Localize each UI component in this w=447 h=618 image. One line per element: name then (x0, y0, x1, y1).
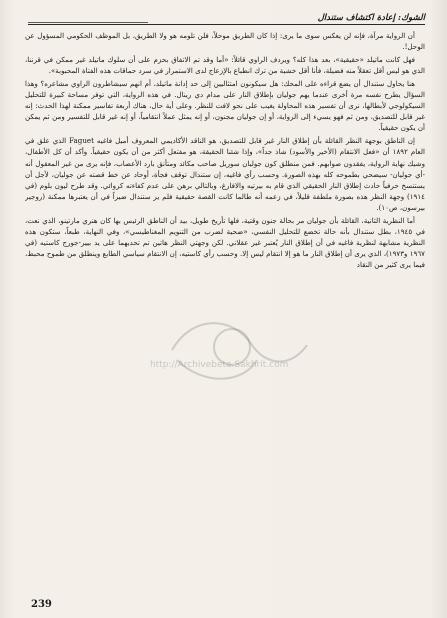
body-text (25, 30, 425, 592)
paragraph: فهل كانت ماتيلد «حقيقية»، بعد هذا كله؟ ويردف الراوي قائلاً: «أما وقد تم الاتفاق بحزم على أن سلوك ماتيلد غير ممكن في قرننا، الذي هو ليس أقل تعقلاً منه فضيلة، فأنا أقل خشية من ترك انطباع بالإزعاج لدى الاستمرار في سرد حماقات هذه الفتاة المحبوبة». (25, 55, 425, 76)
watermark-url: http://Archivebeta.Sakhrit.com (150, 360, 289, 370)
running-header (28, 8, 425, 25)
paragraph: أن الرواية مرآة، فإنه لن يعكس سوى ما يرى: إذا كان الطريق موحلاً، فلن تلومه هو ولا الطريق، بل الموظف الحكومي المسؤول عن الوحل!. (25, 31, 425, 52)
paragraph: أما النظرية الثانية، القائلة بأن جوليان مر بحالة جنون وقتية، فلها تأريخ طويل، بيد أن الناطق الرئيس بها كان هنري مارتينو، الذي نعت، في ١٩٤٥، بطل ستندال بأنه حالة تخضع للتحليل النفسي، «ضحية لضرب من التنويم المغناطيسي»، وفي النهاية، طبعاً، ستكون هذه النظرية مشابهة لنظرية فاغيه في أن إطلاق النار يُعتبر غير عقلاني. لكن وجهتي النظر هاتين تم تحديهما على يد بيير-جورج كاستيه (في ١٩٦٧ و١٩٧٣)، الذي يرى أن إطلاق النار ما هو إلا انتقام ليس إلا. وحسب رأي كاستيه، إن الانتقام سياسي الطابع وينطلق من طموح محبط، فيما يرى كثير من النقاد (25, 215, 425, 269)
running-header-title: الشوك: إعادة اكتشاف ستندال (317, 13, 425, 23)
paragraph: إن الناطق بوجهة النظر القائلة بأن إطلاق النار غير قابل للتصديق، هو الناقد الأكاديمي المعروف أميل فاغيه Faguet الذي علق في العام ١٨٩٢ أن «فعل الانتقام (الأخير والأسود) شاذ جداً»، وإذا شئنا الحقيقة، هو مفتعل أكثر من أن يكون حقيقياً. وأكد أن كل الأطفال، وشيك نهاية الرواية، يفقدون صوابهم. فمن منطلق كون جوليان سوريل صاحب مكائد ومتأنق بارد الأعصاب، فإنه يرى من غير المعقول أنه -أي جوليان- سيضحي بطموحه كله بهذه الصورة. وحسب رأي فاغيه، إن ستندال توقف فجأة، أوحاد عن خط قصته عن جوليان، لأجل أن يستنسخ حرفياً حادث إطلاق النار الحقيقي الذي قام به بيرتيه والافارغ، وبالتالي برهن على عدم كفاءته كروائي. وقد طرح ليون بلوم (في ١٩١٤) وجهة النظر هذه بصورة ملطفة قليلاً، في زعمه أنه طالما كانت القصة حقيقية فلم ير ستندال ضيراً في أن يعتبرها ممكنة (روجير بيرسون، ص١٠). (25, 136, 425, 212)
page-number: 239 (31, 599, 52, 610)
header-ornament-icon (28, 16, 148, 24)
paragraph: هنا يحاول ستندال أن يضع قراءه على المحك: هل سيكونون امتثاليين إلى حد إدانة ماتيلد، أم انهم سيشاطرون الراوي مشاعره؟ وهذا السؤال يطرح نفسه مرة أخرى عندما يهم جوليان بإطلاق النار على مدام دي رينال. في هذه الرواية، التي توفر مساحة كبيرة للتحليل السيكولوجي لأبطالها، نرى أن تفسير هذه المحاولة يغيب على نحو لافت للنظر. وعلى أية حال، هناك أربعة تفاسير ممكنة لهذا الحدث: إنه غير قابل للتصديق، ومن ثم فهو يسيء إلى الرواية، أو إن جوليان مجنون، أو إنه يمثل عملاً انتقامياً، أو إنه غير قابل للتفسير ومن ثم يمكن أن يكون حقيقياً. (25, 79, 425, 133)
